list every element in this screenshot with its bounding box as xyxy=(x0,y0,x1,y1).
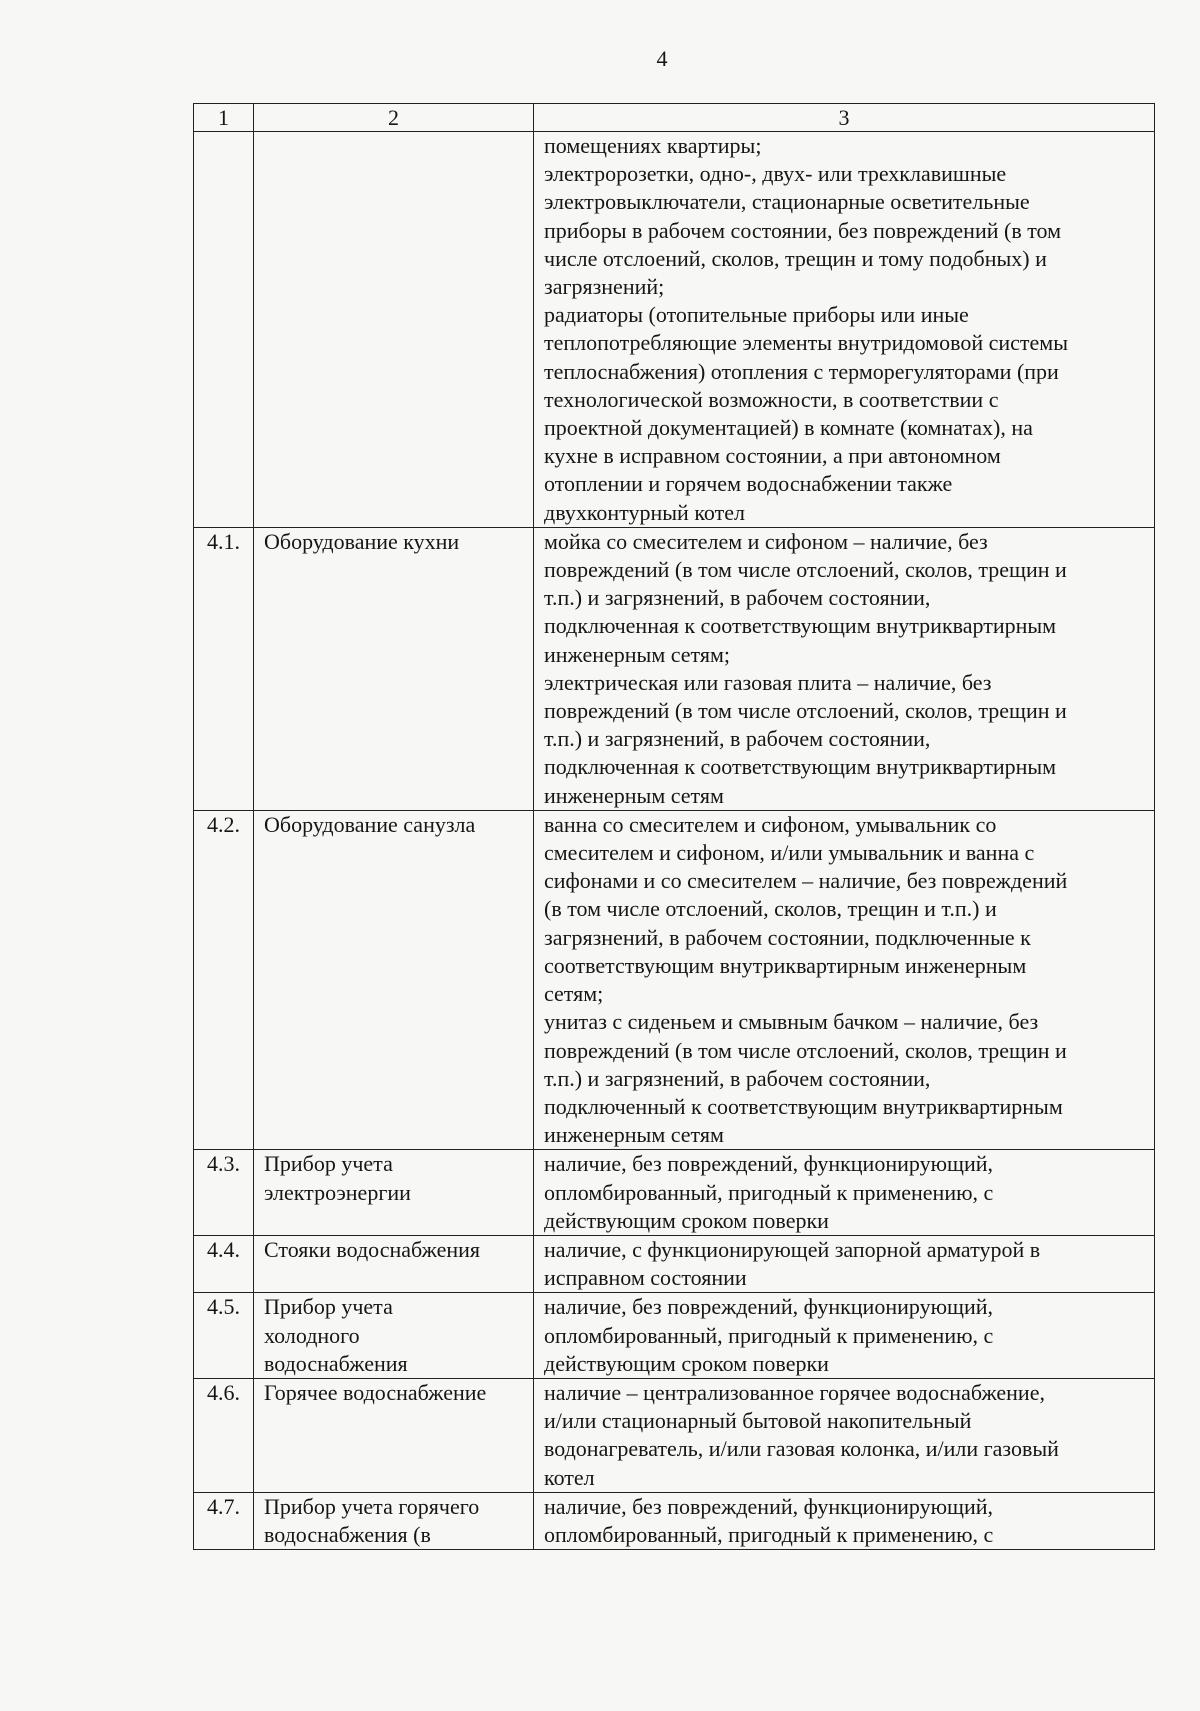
table-body xyxy=(194,104,1155,1550)
row-name-line: Прибор учета xyxy=(264,1294,393,1320)
row-description-line: кухне в исправном состоянии, а при автономном xyxy=(544,443,1001,469)
row-description-line: действующим сроком поверки xyxy=(544,1207,829,1233)
row-description-line: опломбированный, пригодный к применению, с xyxy=(544,1322,994,1348)
row-name-line: электроэнергии xyxy=(264,1179,411,1205)
row-number: 4.3. xyxy=(194,1150,254,1236)
row-description-line: радиаторы (отопительные приборы или иные xyxy=(544,302,969,328)
row-description-line: наличие – централизованное горячее водоснабжение, xyxy=(544,1379,1045,1405)
row-description-line: наличие, с функционирующей запорной арматурой в xyxy=(544,1236,1041,1262)
row-description-line: т.п.) и загрязнений, в рабочем состоянии, xyxy=(544,585,931,611)
requirements-table xyxy=(193,103,1155,1550)
row-description-line: проектной документацией) в комнате (комнатах), на xyxy=(544,415,1033,441)
table-row xyxy=(194,1235,1155,1292)
row-name-line: Горячее водоснабжение xyxy=(264,1379,487,1405)
row-number xyxy=(194,132,254,528)
row-description xyxy=(534,810,1155,1149)
row-description xyxy=(534,132,1155,528)
row-description-line: электророзетки, одно-, двух- или трехклавишные xyxy=(544,161,1007,187)
row-description-line: и/или стационарный бытовой накопительный xyxy=(544,1408,972,1434)
row-name-line: Оборудование санузла xyxy=(264,811,476,837)
row-name xyxy=(254,1235,534,1292)
row-number: 4.2. xyxy=(194,810,254,1149)
row-name-line: водоснабжения xyxy=(264,1350,408,1376)
row-description-line: ванна со смесителем и сифоном, умывальник со xyxy=(544,811,997,837)
row-name xyxy=(254,810,534,1149)
row-description-line: исправном состоянии xyxy=(544,1265,747,1291)
row-description xyxy=(534,1293,1155,1379)
row-description-line: теплоснабжения) отопления с терморегуляторами (при xyxy=(544,358,1059,384)
column-header-1: 1 xyxy=(194,104,254,132)
row-description-line: повреждений (в том числе отслоений, сколов, трещин и xyxy=(544,1037,1067,1063)
row-description-line: отоплении и горячем водоснабжении также xyxy=(544,471,953,497)
row-name-line: холодного xyxy=(264,1322,360,1348)
row-description-line: загрязнений; xyxy=(544,274,665,300)
row-name xyxy=(254,1293,534,1379)
row-name-line: Оборудование кухни xyxy=(264,528,460,554)
row-description-line: (в том числе отслоений, сколов, трещин и т.п.) и xyxy=(544,896,997,922)
row-description-line: подключенный к соответствующим внутриквартирным xyxy=(544,1093,1063,1119)
row-description-line: водонагреватель, и/или газовая колонка, и/или газовый xyxy=(544,1436,1059,1462)
table-row xyxy=(194,1293,1155,1379)
row-name-line: Стояки водоснабжения xyxy=(264,1236,481,1262)
row-description xyxy=(534,1492,1155,1549)
row-description-line: мойка со смесителем и сифоном – наличие, без xyxy=(544,528,988,554)
row-number: 4.5. xyxy=(194,1293,254,1379)
table-row xyxy=(194,527,1155,810)
row-description xyxy=(534,1235,1155,1292)
column-header-3: 3 xyxy=(534,104,1155,132)
row-name xyxy=(254,1378,534,1492)
row-description-line: загрязнений, в рабочем состоянии, подключенные к xyxy=(544,924,1031,950)
row-name-line: Прибор учета xyxy=(264,1151,393,1177)
row-description-line: т.п.) и загрязнений, в рабочем состоянии, xyxy=(544,1065,931,1091)
row-description-line: инженерным сетям; xyxy=(544,641,731,667)
row-number: 4.4. xyxy=(194,1235,254,1292)
row-number: 4.6. xyxy=(194,1378,254,1492)
row-description-line: наличие, без повреждений, функционирующий, xyxy=(544,1493,994,1519)
row-description-line: действующим сроком поверки xyxy=(544,1350,829,1376)
row-description-line: наличие, без повреждений, функционирующий, xyxy=(544,1294,994,1320)
row-description-line: смесителем и сифоном, и/или умывальник и ванна с xyxy=(544,840,1035,866)
row-description-line: сифонами и со смесителем – наличие, без повреждений xyxy=(544,868,1068,894)
table-row xyxy=(194,1492,1155,1549)
row-description-line: теплопотребляющие элементы внутридомовой системы xyxy=(544,330,1068,356)
row-description-line: опломбированный, пригодный к применению, с xyxy=(544,1179,994,1205)
row-description-line: повреждений (в том числе отслоений, сколов, трещин и xyxy=(544,698,1067,724)
row-description-line: наличие, без повреждений, функционирующий, xyxy=(544,1151,994,1177)
column-header-2: 2 xyxy=(254,104,534,132)
row-description-line: котел xyxy=(544,1464,595,1490)
row-description-line: инженерным сетям xyxy=(544,782,724,808)
row-description-line: соответствующим внутриквартирным инженерным xyxy=(544,952,1027,978)
table-row xyxy=(194,1150,1155,1236)
row-name xyxy=(254,1150,534,1236)
row-number: 4.1. xyxy=(194,527,254,810)
row-name-line: Прибор учета горячего xyxy=(264,1493,480,1519)
row-description-line: инженерным сетям xyxy=(544,1122,724,1148)
row-name-line: водоснабжения (в xyxy=(264,1521,431,1547)
row-description-line: подключенная к соответствующим внутриквартирным xyxy=(544,613,1057,639)
row-description-line: двухконтурный котел xyxy=(544,499,745,525)
row-description-line: сетям; xyxy=(544,981,604,1007)
row-description-line: числе отслоений, сколов, трещин и тому подобных) и xyxy=(544,245,1047,271)
row-description-line: технологической возможности, в соответствии с xyxy=(544,386,999,412)
row-name xyxy=(254,1492,534,1549)
row-description-line: подключенная к соответствующим внутриквартирным xyxy=(544,754,1057,780)
row-description xyxy=(534,527,1155,810)
row-number: 4.7. xyxy=(194,1492,254,1549)
row-description-line: повреждений (в том числе отслоений, сколов, трещин и xyxy=(544,557,1067,583)
table-row xyxy=(194,132,1155,528)
row-description-line: опломбированный, пригодный к применению, с xyxy=(544,1521,994,1547)
row-description-line: т.п.) и загрязнений, в рабочем состоянии, xyxy=(544,726,931,752)
table-row xyxy=(194,1378,1155,1492)
row-description-line: приборы в рабочем состоянии, без повреждений (в том xyxy=(544,217,1062,243)
table-row xyxy=(194,810,1155,1149)
row-name xyxy=(254,527,534,810)
row-description-line: помещениях квартиры; xyxy=(544,133,762,158)
row-description xyxy=(534,1150,1155,1236)
row-description-line: электрическая или газовая плита – наличие, без xyxy=(544,669,992,695)
row-description-line: унитаз с сиденьем и смывным бачком – наличие, без xyxy=(544,1009,1039,1035)
table-header-row xyxy=(194,104,1155,132)
row-name xyxy=(254,132,534,528)
page-number: 4 xyxy=(656,46,668,71)
row-description xyxy=(534,1378,1155,1492)
row-description-line: электровыключатели, стационарные осветительные xyxy=(544,189,1030,215)
